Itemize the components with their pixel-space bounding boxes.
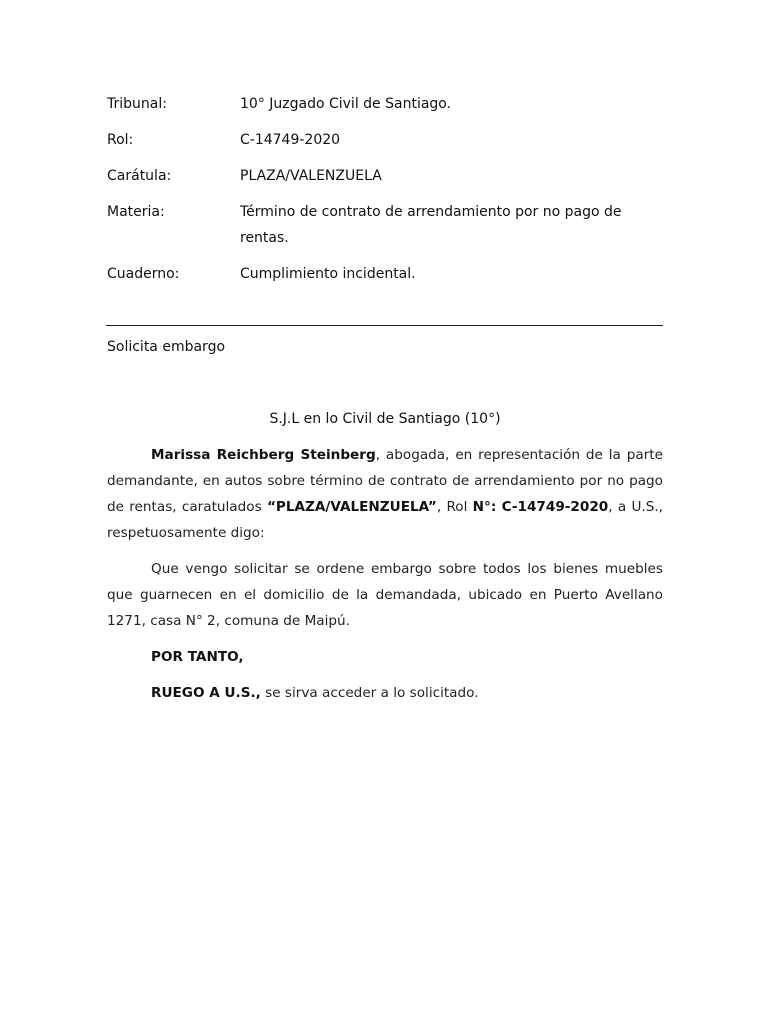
court-addressee: S.J.L en lo Civil de Santiago (10°) [269,411,501,427]
header-row-materia [107,199,663,251]
document-body [107,442,663,716]
paragraph-intro [107,442,663,546]
rol-label: N°: [472,499,497,515]
header-row-caratula [107,163,663,189]
header-value: Cumplimiento incidental. [240,266,416,282]
caratula-quote: “PLAZA/VALENZUELA” [266,499,437,515]
header-value: PLAZA/VALENZUELA [240,168,382,184]
header-label: Carátula: [107,168,172,184]
paragraph-request: Que vengo solicitar se ordene embargo sobre todos los bienes muebles que guarnecen en el domicilio de la demandada, ubicado en Puerto Avellano 1271, casa N° 2, comuna de Maipú. [107,561,663,629]
header-divider [106,325,663,326]
header-value: 10° Juzgado Civil de Santiago. [240,96,452,112]
header-row-cuaderno [107,261,663,287]
attorney-name: Marissa Reichberg Steinberg [151,447,376,463]
rol-connector: , Rol [436,499,473,515]
case-header [107,91,663,297]
header-label: Cuaderno: [107,266,180,282]
por-tanto: POR TANTO, [151,649,244,665]
header-row-rol [107,127,663,153]
rol-number: C-14749-2020 [501,499,609,515]
header-label: Rol: [107,132,134,148]
intro-text: , abogada, en representación de la parte demandante, en autos sobre término de contrato de arrendamiento por no pago de rentas, caratulados [107,447,664,515]
sumilla: Solicita embargo [107,339,226,355]
paragraph-ruego [151,680,663,706]
header-value: C-14749-2020 [240,132,341,148]
ruego-label: RUEGO A U.S., [151,685,261,701]
header-label: Tribunal: [107,96,167,112]
header-row-tribunal [107,91,663,117]
ruego-text: se sirva acceder a lo solicitado. [260,685,479,701]
header-label: Materia: [107,204,165,220]
header-value: Término de contrato de arrendamiento por no pago de rentas. [240,204,622,246]
intro-closing: , a U.S., respetuosamente digo: [107,499,663,541]
